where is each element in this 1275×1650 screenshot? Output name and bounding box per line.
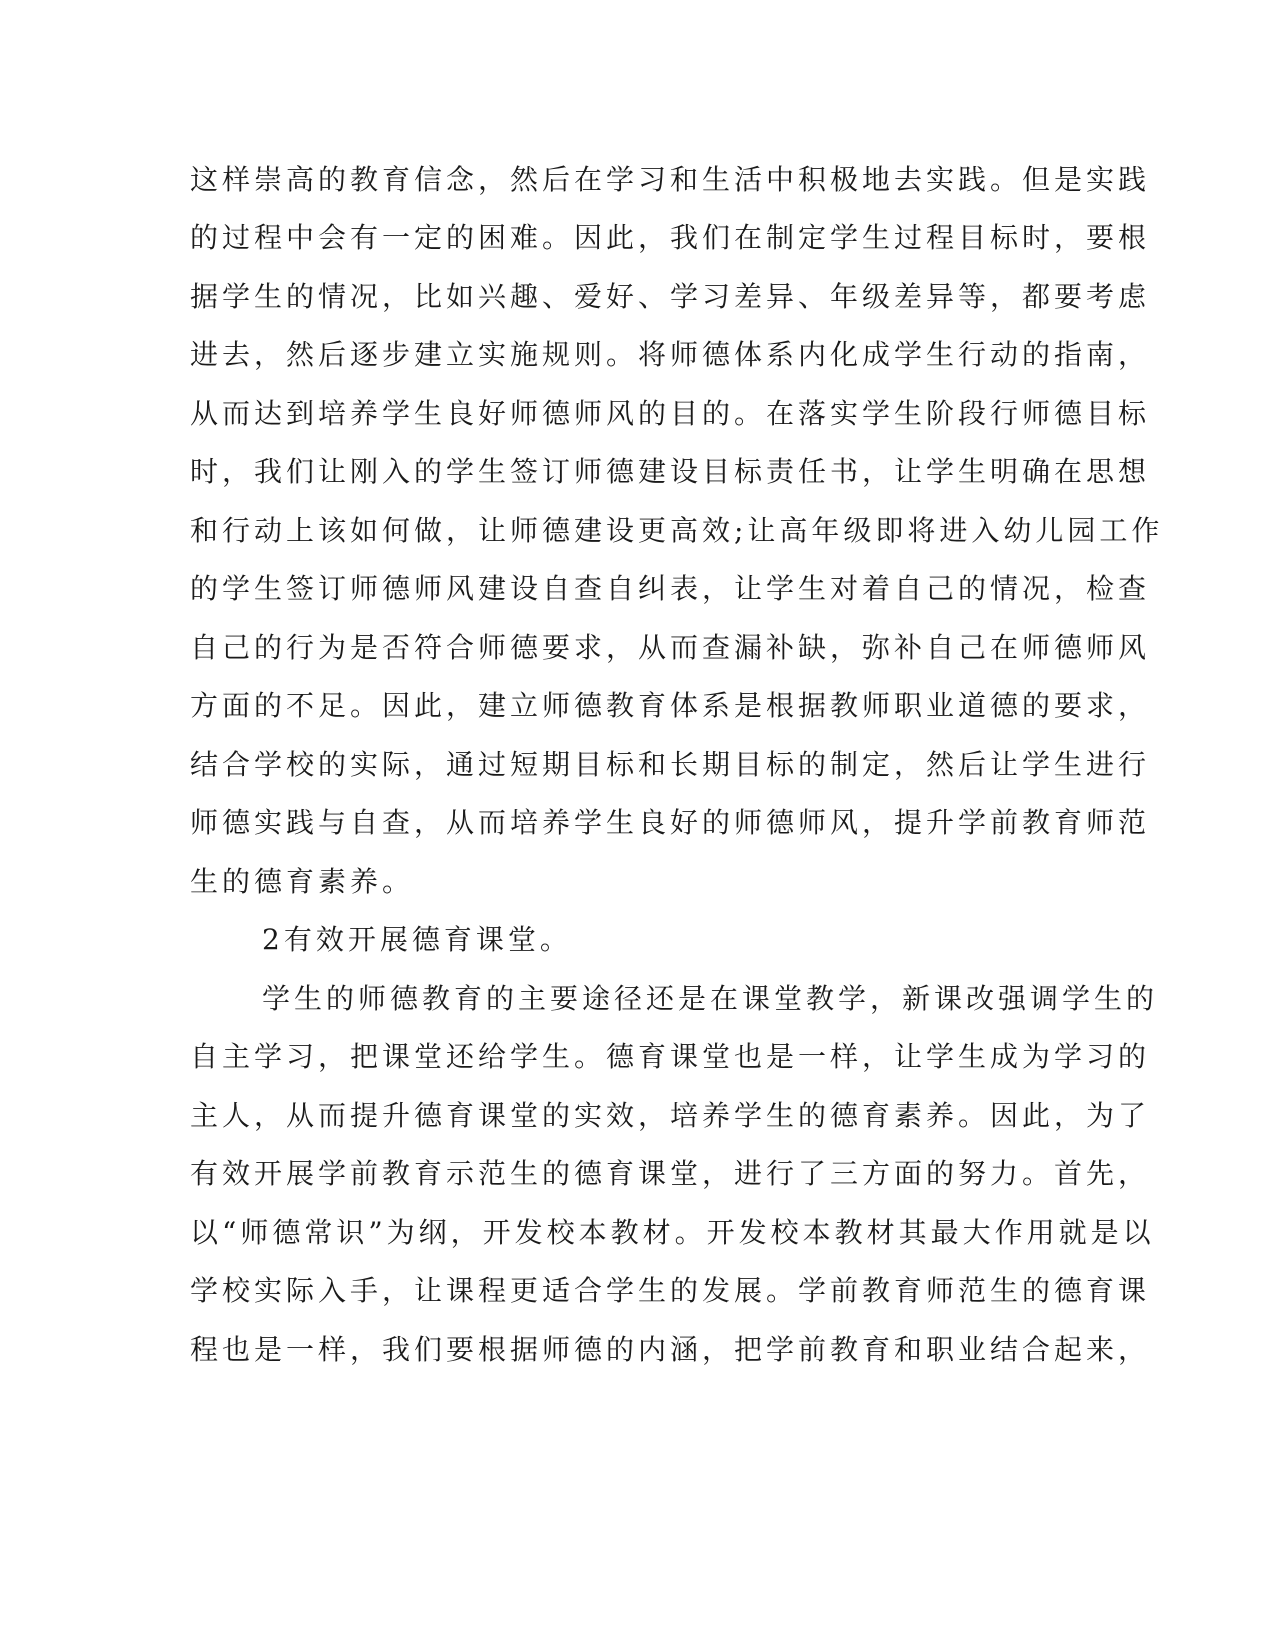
text-line: 师德实践与自查，从而培养学生良好的师德师风，提升学前教育师范	[190, 806, 1151, 839]
text-line: 生的德育素养。	[190, 865, 415, 898]
text-line: 的过程中会有一定的困难。因此，我们在制定学生过程目标时，要根	[190, 221, 1151, 254]
text-line: 这样崇高的教育信念，然后在学习和生活中积极地去实践。但是实践	[190, 163, 1151, 196]
text-line: 自主学习，把课堂还给学生。德育课堂也是一样，让学生成为学习的	[190, 1040, 1151, 1073]
text-line: 的学生签订师德师风建设自查自纠表，让学生对着自己的情况，检查	[190, 572, 1151, 605]
text-line: 学生的师德教育的主要途径还是在课堂教学，新课改强调学生的	[262, 982, 1159, 1015]
text-line: 据学生的情况，比如兴趣、爱好、学习差异、年级差异等，都要考虑	[190, 280, 1151, 313]
section-heading: 2有效开展德育课堂。	[262, 923, 572, 956]
text-line: 时，我们让刚入的学生签订师德建设目标责任书，让学生明确在思想	[190, 455, 1151, 488]
text-line: 有效开展学前教育示范生的德育课堂，进行了三方面的努力。首先，	[190, 1157, 1151, 1190]
text-line: 学校实际入手，让课程更适合学生的发展。学前教育师范生的德育课	[190, 1274, 1151, 1307]
text-line: 方面的不足。因此，建立师德教育体系是根据教师职业道德的要求，	[190, 689, 1151, 722]
text-line: 程也是一样，我们要根据师德的内涵，把学前教育和职业结合起来，	[190, 1333, 1151, 1366]
text-line: 结合学校的实际，通过短期目标和长期目标的制定，然后让学生进行	[190, 748, 1151, 781]
text-line: 主人，从而提升德育课堂的实效，培养学生的德育素养。因此，为了	[190, 1099, 1151, 1132]
text-line: 进去，然后逐步建立实施规则。将师德体系内化成学生行动的指南，	[190, 338, 1151, 371]
text-line: 从而达到培养学生良好师德师风的目的。在落实学生阶段行师德目标	[190, 397, 1151, 430]
text-line: 和行动上该如何做，让师德建设更高效;让高年级即将进入幼儿园工作	[190, 514, 1164, 547]
text-line: 以“师德常识”为纲，开发校本教材。开发校本教材其最大作用就是以	[190, 1216, 1155, 1249]
text-line: 自己的行为是否符合师德要求，从而查漏补缺，弥补自己在师德师风	[190, 631, 1151, 664]
